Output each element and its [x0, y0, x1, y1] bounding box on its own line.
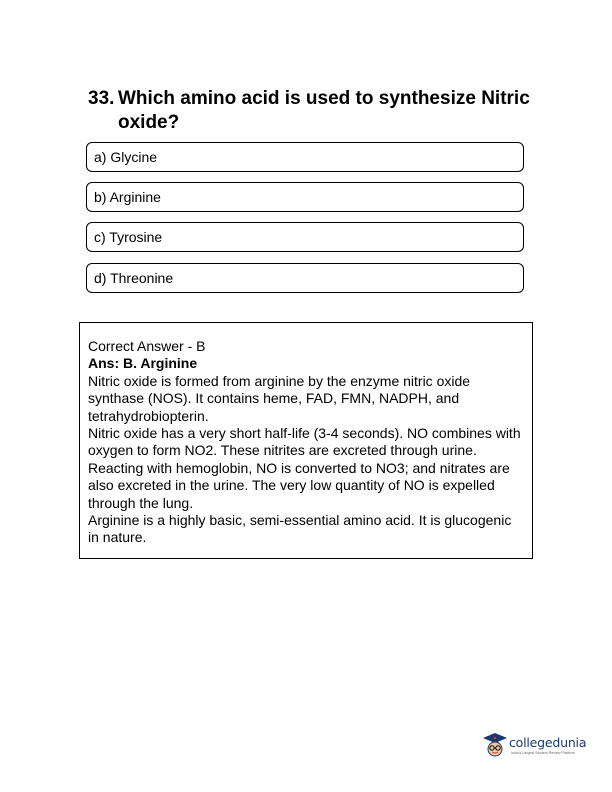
- explanation-paragraph: Nitric oxide has a very short half-life (3-4 seconds). NO combines with oxygen to form NO2. These nitrites are excreted through urine. Reacting with hemoglobin, NO is converted to NO3; and nitrates are also excreted in the urine. The very low quantity of NO is expelled through the lung.: [88, 425, 521, 511]
- logo-tagline: India's Largest Student Review Platform: [511, 751, 575, 755]
- correct-answer-line: Correct Answer - B: [88, 338, 206, 354]
- option-d[interactable]: d) Threonine: [86, 263, 524, 293]
- answer-explanation-box: [79, 322, 533, 559]
- option-a[interactable]: a) Glycine: [86, 142, 524, 172]
- question-heading: [88, 87, 558, 135]
- option-c[interactable]: c) Tyrosine: [86, 222, 524, 252]
- explanation-paragraph: Nitric oxide is formed from arginine by the enzyme nitric oxide synthase (NOS). It contains heme, FAD, FMN, NADPH, and tetrahydrobiopterin.: [88, 372, 471, 424]
- answer-heading: Ans: B. Arginine: [88, 355, 198, 372]
- question-text: Which amino acid is used to synthesize Nitric oxide?: [118, 88, 530, 133]
- logo-wordmark: collegedunia: [509, 735, 587, 750]
- collegedunia-logo: [482, 731, 587, 761]
- graduate-mascot-icon: [482, 731, 508, 759]
- explanation-paragraph: Arginine is a highly basic, semi-essential amino acid. It is glucogenic in nature.: [88, 512, 512, 546]
- question-number: 33.: [88, 88, 115, 109]
- option-b[interactable]: b) Arginine: [86, 182, 524, 212]
